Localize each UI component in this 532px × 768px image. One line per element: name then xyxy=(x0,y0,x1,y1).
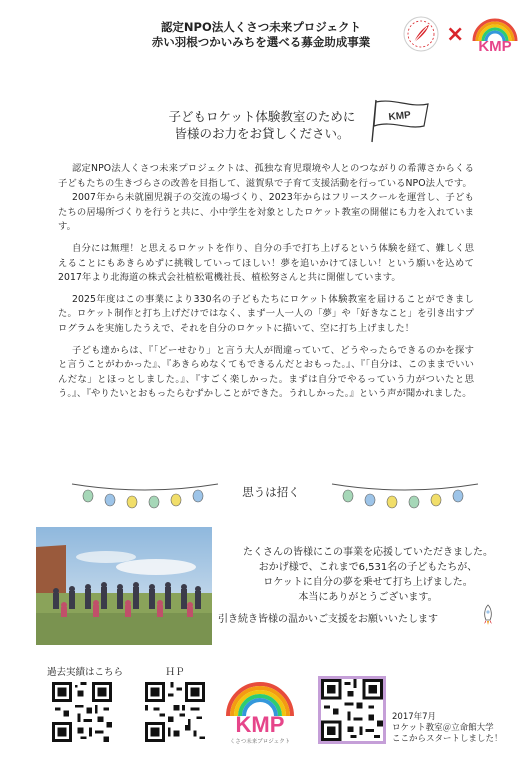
header-program-name: 赤い羽根つかいみちを選べる募金助成事業 xyxy=(151,35,371,49)
homepage-qr-code[interactable] xyxy=(145,682,205,742)
paragraph-purpose: 自分には無理！と思えるロケットを作り、自分の手で打ち上げるという体験を経て、難しく思えることにもあきらめずに挑戦していってほしい！夢を追いかけてほしい！という願いを込めて2017年より北海道の株式会社植松電機社長、植松努さんと共に開催しています。 xyxy=(58,242,474,284)
footer-note-start: ここからスタートしました！ xyxy=(392,734,503,744)
flag-text: KMP xyxy=(388,109,412,124)
past-results-qr-code[interactable] xyxy=(52,682,112,742)
kmp-logo-text: KMP xyxy=(478,38,513,55)
footer-note xyxy=(392,712,522,745)
times-symbol: × xyxy=(446,21,465,47)
paragraph-intro: 認定NPO法人くさつ未来プロジェクトは、孤独な育児環境や人とのつながりの希薄さからくる子どもたちの生きづらさの改善を目指して、滋賀県で子育て支援活動を行っているNPO法人です。 xyxy=(58,163,474,189)
paragraph-2025: 2025年度はこの事業により330名の子どもたちにロケット体験教室を届けることができました。ロケット制作と打ち上げだけではなく、まず一人一人の「夢」や「好きなこと」を引き出すプログラムを実施したうえで、それを自分のロケットに描いて、空に打ち上げました！ xyxy=(58,293,474,334)
motto: 思うは招く xyxy=(242,485,300,499)
headline xyxy=(152,108,372,142)
light-string-right-icon xyxy=(330,478,480,512)
paragraph-voices: 子ども達からは、『「どーせむり」と言う大人が間違っていて、どうやったらできるのかを探すと言うことがわかった』、『あきらめなくてもできるんだとおもった。』、『「自分は、このままでいいんだな」とほっとしました。』、『すごく楽しかった。まずは自分でやるっていう力がついたと思う。』、『やりたいとおもったらむずかしことができた。うれしかった。』という声が聞かれました。 xyxy=(58,344,474,400)
group-photo xyxy=(36,527,212,645)
body-text xyxy=(58,162,474,409)
kmp-footer-logo-text: KMP xyxy=(235,712,285,737)
footer-note-place: ロケット教室＠立命館大学 xyxy=(392,723,494,733)
thanks-line1: たくさんの皆様にこの事業を応援していただきました。 xyxy=(243,547,493,558)
thanks-line3: ロケットに自分の夢を乗せて打ち上げました。 xyxy=(263,577,473,588)
red-feather-logo xyxy=(402,15,440,53)
header-org-name: 認定NPO法人くさつ未来プロジェクト xyxy=(160,20,362,34)
kmp-footer-logo-subtext: くさつ未来プロジェクト xyxy=(229,739,291,745)
thanks-block xyxy=(218,545,518,605)
header-text xyxy=(130,20,392,50)
rocket-icon xyxy=(480,604,496,626)
kmp-flag-icon xyxy=(366,98,432,146)
kmp-footer-logo xyxy=(222,676,298,746)
light-string-left-icon xyxy=(70,478,220,512)
thanks-line4: 本当にありがとうございます。 xyxy=(298,592,438,603)
rocket-class-qr-code[interactable] xyxy=(318,676,386,744)
kmp-rainbow-logo xyxy=(470,13,520,55)
headline-line2: 皆様のお力をお貸しください。 xyxy=(174,126,350,141)
headline-line1: 子どもロケット体験教室のために xyxy=(168,109,356,124)
thanks-request: 引き続き皆様の温かいご支援をお願いいたします xyxy=(218,614,438,625)
footer-note-date: 2017年7月 xyxy=(392,712,437,722)
hp-label: ＨＰ xyxy=(165,667,185,678)
past-results-label: 過去実績はこちら xyxy=(46,667,123,678)
thanks-line2: おかげ様で、これまで6,531名の子どもたちが、 xyxy=(258,562,478,573)
paragraph-history: 2007年から未就園児親子の交流の場づくり、2023年からはフリースクールを運営し、子どもたちの居場所づくりを行うと共に、小中学生を対象としたロケット教室の開催にも力を入れています。 xyxy=(58,192,474,233)
header-logos xyxy=(402,12,520,56)
